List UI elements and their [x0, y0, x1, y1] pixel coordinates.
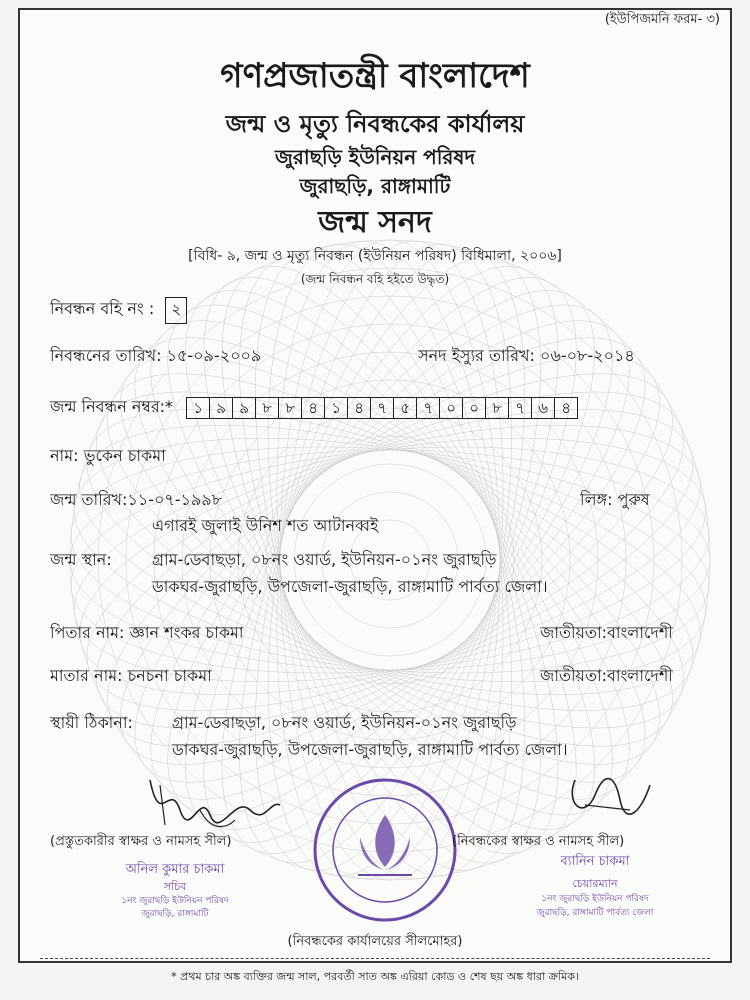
reg-digit: ৭: [508, 398, 531, 418]
registrar-stamp-title: চেয়ারম্যান: [572, 877, 618, 890]
register-book: নিবন্ধন বহি নং : ২: [50, 296, 187, 324]
register-book-label: নিবন্ধন বহি নং: [50, 299, 144, 318]
issue-date: [418, 343, 635, 370]
birth-date-in-words: এগারই জুলাই উনিশ শত আটানব্বই: [152, 516, 379, 535]
preparer-stamp-location: জুরাছড়ি, রাঙ্গামাটি: [141, 909, 209, 919]
reg-digit: ৯: [209, 398, 232, 418]
registrar-stamp-council: ১নং জুরাছড়ি ইউনিয়ন পরিষদ: [541, 894, 649, 904]
permanent-address-line2: ডাকঘর-জুরাছড়ি, উপজেলা-জুরাছড়ি, রাঙ্গামাটি পার্বত্য জেলা।: [172, 740, 568, 759]
birth-reg-number-label: জন্ম নিবন্ধন নম্বর:*: [50, 397, 174, 416]
name-field: [50, 443, 166, 470]
form-number: (ইউপিজমনি ফরম- ৩): [604, 12, 720, 27]
reg-digit: ৮: [255, 398, 278, 418]
reg-digit: ৭: [370, 398, 393, 418]
issue-date-label: সনদ ইস্যুর তারিখ:: [418, 346, 535, 365]
birth-date-value: ১১-০৭-১৯৯৮: [127, 490, 223, 509]
union-council: জুরাছড়ি ইউনিয়ন পরিষদ: [275, 145, 475, 169]
preparer-stamp-title: সচিব: [163, 880, 187, 893]
reg-digit: ৮: [278, 398, 301, 418]
father-nationality: [540, 620, 673, 647]
extract-note: (জন্ম নিবন্ধন বহি হইতে উদ্ধৃত): [300, 272, 450, 286]
reg-digit: ৪: [301, 398, 324, 418]
reg-digit: ০: [462, 398, 485, 418]
registrar-signature: [560, 765, 660, 825]
name-value: ভুকেন চাকমা: [83, 446, 166, 465]
footnote: * প্রথম চার অঙ্ক ব্যক্তির জন্ম সাল, পরবর্তী সাত অঙ্ক এরিয়া কোড ও শেষ ছয় অঙ্ক ধারা ক্রমিক।: [171, 970, 579, 983]
register-book-value: ২: [165, 297, 187, 324]
reg-digit: ০: [439, 398, 462, 418]
office-title: জন্ম ও মৃত্যু নিবন্ধকের কার্যালয়: [225, 110, 525, 138]
location: জুরাছড়ি, রাঙ্গামাটি: [299, 174, 451, 198]
registrar-caption: (নিবন্ধকের স্বাক্ষর ও নামসহ সীল): [452, 834, 625, 849]
reg-digit: ৪: [347, 398, 370, 418]
preparer-caption: (প্রস্তুতকারীর স্বাক্ষর ও নামসহ সীল): [50, 834, 232, 849]
registrar-stamp-location: জুরাছড়ি, রাঙ্গামাটি পার্বত্য জেলা: [536, 908, 654, 918]
birth-place-label: জন্ম স্থান:: [50, 550, 112, 569]
father-nationality-label: জাতীয়তা:: [540, 623, 607, 642]
registration-date-value: ১৫-০৯-২০০৯: [166, 346, 262, 365]
preparer-signature: [140, 770, 290, 840]
issue-date-value: ০৬-০৮-২০১৪: [540, 346, 635, 365]
mother-value: চনচনা চাকমা: [127, 666, 212, 685]
birth-date: [50, 487, 222, 514]
sex-label: লিঙ্গ:: [580, 490, 613, 509]
father-nationality-value: বাংলাদেশী: [607, 623, 673, 642]
sex: [580, 487, 650, 514]
preparer-stamp-council: ১নং জুরাছড়ি ইউনিয়ন পরিষদ: [121, 896, 229, 906]
birth-reg-number: [50, 394, 578, 421]
permanent-address-line1: গ্রাম-ডেবাছড়া, ০৮নং ওয়ার্ড, ইউনিয়ন-০১নং জুরাছড়ি: [172, 713, 517, 732]
reg-digit: ৬: [531, 398, 554, 418]
father-value: জ্ঞান শংকর চাকমা: [129, 623, 244, 642]
registration-date-label: নিবন্ধনের তারিখ:: [50, 346, 162, 365]
birth-place-line1: গ্রাম-ডেবাছড়া, ০৮নং ওয়ার্ড, ইউনিয়ন-০১নং জুরাছড়ি: [152, 550, 497, 569]
father-name: [50, 620, 244, 647]
mother-name: [50, 663, 212, 690]
mother-nationality-value: বাংলাদেশী: [607, 666, 673, 685]
office-seal-caption: (নিবন্ধকের কার্যালয়ের সীলমোহর): [287, 934, 463, 949]
reg-digit: ১: [193, 398, 203, 417]
registrar-stamp-name: ব্যানিন চাকমা: [560, 854, 630, 869]
preparer-stamp-name: অনিল কুমার চাকমা: [125, 862, 225, 877]
republic-title: গণপ্রজাতন্ত্রী বাংলাদেশ: [220, 56, 530, 96]
rule-reference: [বিধি- ৯, জন্ম ও মৃত্যু নিবন্ধন (ইউনিয়ন পরিষদ) বিধিমালা, ২০০৬]: [188, 248, 562, 264]
permanent-address-label: স্থায়ী ঠিকানা:: [50, 713, 133, 732]
reg-digit: ১: [324, 398, 347, 418]
footer-divider: [40, 958, 710, 959]
birth-place-line2: ডাকঘর-জুরাছড়ি, উপজেলা-জুরাছড়ি, রাঙ্গামাটি পার্বত্য জেলা।: [152, 577, 548, 596]
birth-reg-digit-boxes: [186, 397, 578, 419]
registration-date: [50, 343, 261, 370]
reg-digit: ৯: [232, 398, 255, 418]
reg-digit: ৭: [416, 398, 439, 418]
reg-digit: ৫: [393, 398, 416, 418]
mother-label: মাতার নাম:: [50, 666, 123, 685]
birth-date-label: জন্ম তারিখ:: [50, 490, 128, 509]
mother-nationality: [540, 663, 673, 690]
reg-digit: ৪: [554, 398, 577, 418]
office-seal: [310, 775, 460, 925]
reg-digit: ৮: [485, 398, 508, 418]
sex-value: পুরুষ: [617, 490, 650, 509]
certificate-title: জন্ম সনদ: [318, 205, 432, 240]
mother-nationality-label: জাতীয়তা:: [540, 666, 607, 685]
name-label: নাম:: [50, 446, 79, 465]
father-label: পিতার নাম:: [50, 623, 125, 642]
